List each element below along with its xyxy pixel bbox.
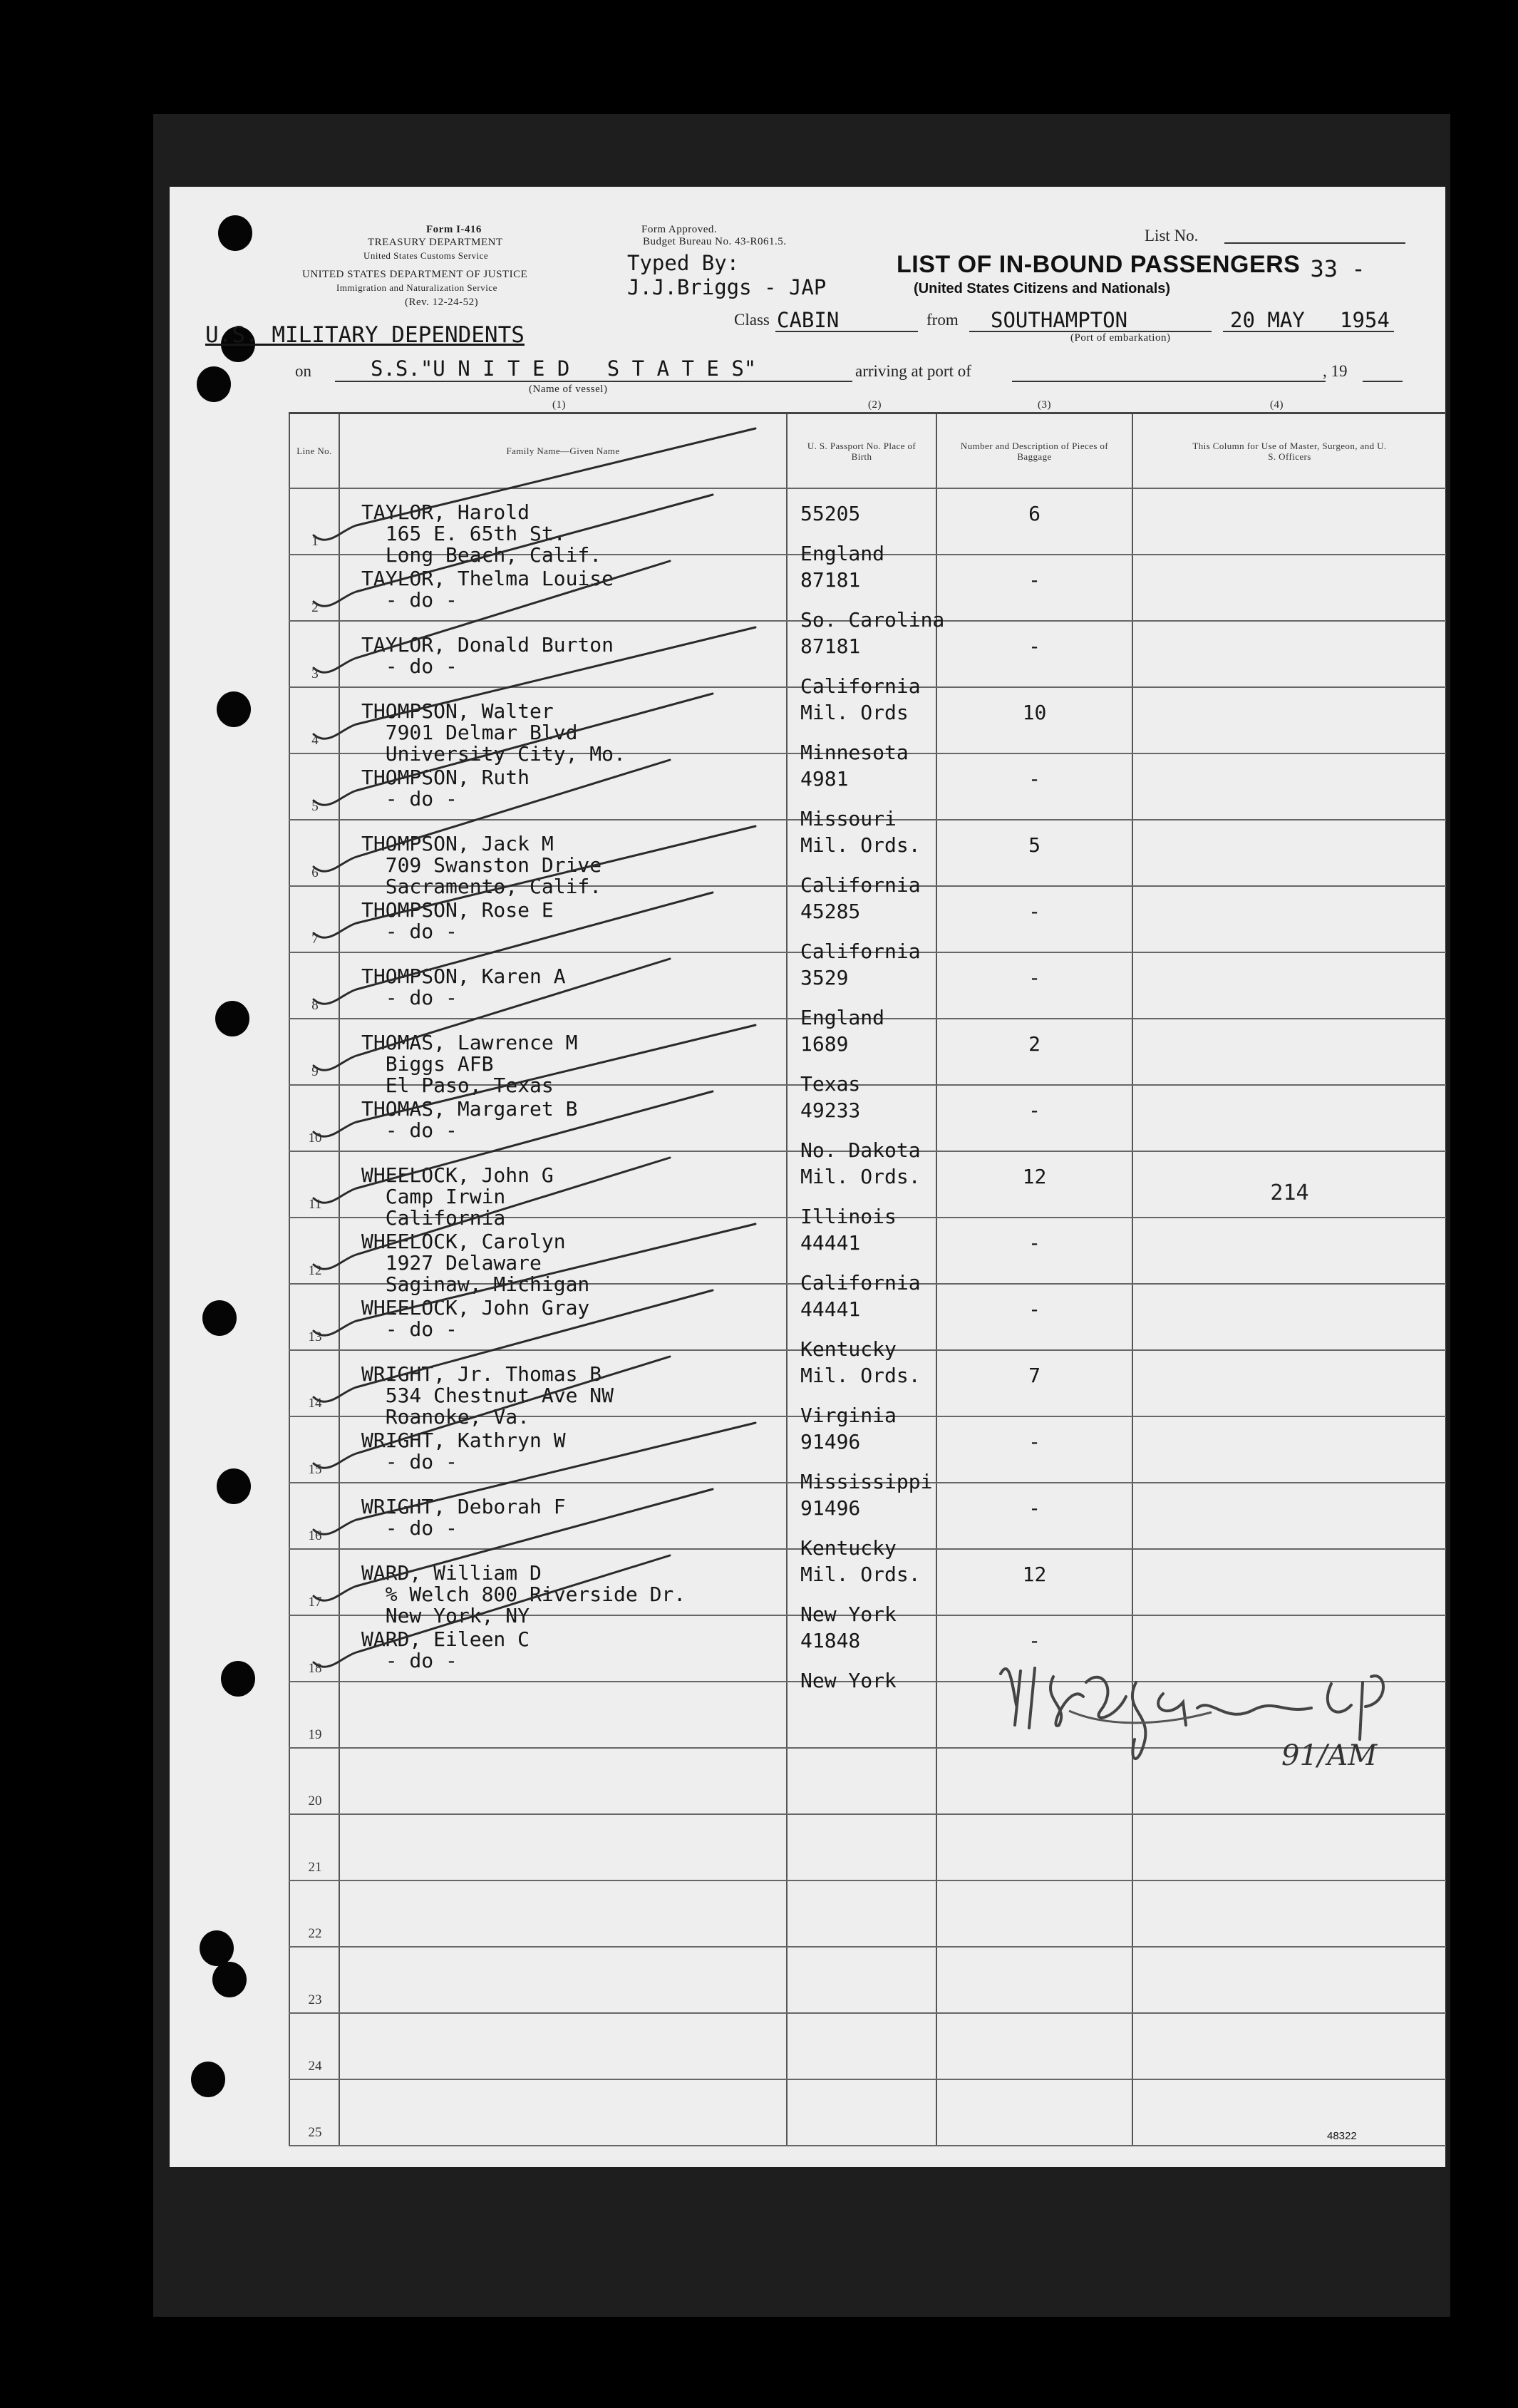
col-header-officers: This Column for Use of Master, Surgeon, and U. S. Officers [1132, 413, 1446, 489]
passenger-name: TAYLOR, Thelma Louise - do - [361, 567, 614, 612]
punch-hole [191, 2062, 225, 2097]
line-number: 14 [308, 1396, 322, 1411]
officer-cell [1132, 1019, 1446, 1085]
passport-number: 1689 [800, 1032, 849, 1056]
name-cell [339, 1218, 787, 1296]
line-number-cell [289, 1483, 339, 1549]
line-number-cell [289, 621, 339, 687]
passport-number: 91496 [800, 1430, 861, 1453]
baggage-count: - [1028, 1629, 1041, 1652]
birth-place: Virginia [800, 1404, 897, 1427]
line-number-cell [289, 886, 339, 952]
manifest-title: LIST OF IN-BOUND PASSENGERS [897, 251, 1301, 278]
punch-hole [197, 366, 231, 402]
passport-number: 45285 [800, 900, 861, 923]
name-cell [339, 753, 787, 820]
line-number-cell [289, 1947, 339, 2013]
line-number-cell [289, 753, 339, 820]
name-cell [339, 687, 787, 766]
line-number: 4 [311, 733, 319, 748]
typed-by-label: Typed By: [627, 251, 740, 275]
birth-place: So. Carolina [800, 608, 945, 632]
baggage-cell [936, 1748, 1132, 1814]
table-row [289, 1085, 1446, 1151]
baggage-count: 12 [1022, 1563, 1047, 1586]
baggage-count: - [1028, 568, 1041, 592]
name-cell [339, 1814, 787, 1880]
officer-cell [1132, 687, 1446, 753]
line-number: 23 [308, 1992, 322, 2007]
arrival-year: 1954 [1340, 308, 1390, 332]
punch-hole [200, 1930, 234, 1966]
line-number-cell [289, 1284, 339, 1350]
footer-number: 48322 [1327, 2130, 1357, 2142]
baggage-count: - [1028, 634, 1041, 658]
passenger-name: THOMAS, Lawrence M Biggs AFB El Paso, Texas [361, 1031, 578, 1097]
table-row [289, 1814, 1446, 1880]
name-cell [339, 1748, 787, 1814]
baggage-count: 6 [1028, 502, 1041, 525]
passenger-name: THOMPSON, Ruth - do - [361, 766, 530, 811]
birth-place: Illinois [800, 1205, 897, 1228]
name-cell [339, 2079, 787, 2146]
passenger-name: WRIGHT, Jr. Thomas B 534 Chestnut Ave NW Roanoke, Va. [361, 1362, 614, 1429]
officer-cell [1132, 1085, 1446, 1151]
col-header-line: Line No. [289, 413, 339, 489]
table-row [289, 1947, 1446, 2013]
justice-dept: UNITED STATES DEPARTMENT OF JUSTICE [302, 269, 528, 280]
officer-cell [1132, 1615, 1446, 1682]
line-number: 8 [311, 998, 319, 1013]
officer-cell [1132, 1880, 1446, 1947]
form-approved: Form Approved. [641, 224, 718, 235]
page-number: - 33 - [1283, 255, 1365, 282]
birth-place: Kentucky [800, 1536, 897, 1560]
line-number: 15 [308, 1462, 322, 1477]
punch-hole [217, 691, 251, 727]
baggage-cell [936, 1615, 1132, 1682]
officer-cell [1132, 1947, 1446, 2013]
name-cell [339, 555, 787, 621]
officer-cell [1132, 1350, 1446, 1416]
list-no-line [1224, 242, 1405, 244]
baggage-cell [936, 488, 1132, 555]
passport-cell [787, 2013, 936, 2079]
punch-hole [217, 1468, 251, 1504]
passenger-name: WHEELOCK, John Gray - do - [361, 1296, 590, 1341]
birth-place: California [800, 873, 921, 897]
name-cell [339, 886, 787, 952]
name-cell [339, 1483, 787, 1549]
name-cell [339, 1284, 787, 1350]
line-number-cell [289, 687, 339, 753]
birth-place: Mississippi [800, 1470, 933, 1493]
name-cell [339, 488, 787, 567]
punch-hole [221, 1661, 255, 1697]
name-cell [339, 820, 787, 898]
col-number-4: (4) [1270, 399, 1284, 411]
name-cell [339, 952, 787, 1019]
officer-cell [1132, 1416, 1446, 1483]
table-header [289, 413, 1446, 489]
passenger-name: WHEELOCK, John G Camp Irwin California [361, 1163, 554, 1230]
baggage-cell [936, 687, 1132, 753]
baggage-count: 7 [1028, 1364, 1041, 1387]
baggage-cell [936, 1019, 1132, 1085]
line-number-cell [289, 1880, 339, 1947]
line-number: 20 [308, 1794, 322, 1808]
baggage-cell [936, 1483, 1132, 1549]
line-number-cell [289, 1416, 339, 1483]
table-row [289, 2079, 1446, 2146]
officer-cell [1132, 820, 1446, 886]
baggage-cell [936, 1350, 1132, 1416]
passport-number: 91496 [800, 1496, 861, 1520]
passport-number: 49233 [800, 1098, 861, 1122]
birth-place: New York [800, 1602, 897, 1626]
name-cell [339, 1085, 787, 1151]
passenger-name: WRIGHT, Deborah F - do - [361, 1495, 566, 1540]
passport-number: 87181 [800, 568, 861, 592]
birth-place: Minnesota [800, 741, 909, 764]
punch-hole [202, 1300, 237, 1336]
line-number: 2 [311, 600, 319, 615]
time-stamp: 91/AM [1281, 1739, 1378, 1772]
line-number: 17 [308, 1595, 322, 1610]
passenger-name: THOMPSON, Jack M 709 Swanston Drive Sacramento, Calif. [361, 832, 602, 898]
line-number-cell [289, 1350, 339, 1416]
on-label: on [295, 362, 311, 380]
officer-cell [1132, 886, 1446, 952]
baggage-cell [936, 952, 1132, 1019]
col-number-2: (2) [868, 399, 882, 411]
name-cell [339, 621, 787, 687]
officer-cell [1132, 952, 1446, 1019]
birth-place: California [800, 940, 921, 963]
baggage-cell [936, 1284, 1132, 1350]
ins-service: Immigration and Naturalization Service [336, 282, 497, 293]
name-cell [339, 1416, 787, 1483]
line-number-cell [289, 2079, 339, 2146]
line-number-cell [289, 1748, 339, 1814]
passenger-name: THOMPSON, Walter 7901 Delmar Blvd University City, Mo. [361, 699, 626, 766]
officer-cell [1132, 1814, 1446, 1880]
line-number-cell [289, 1019, 339, 1085]
baggage-count: 2 [1028, 1032, 1041, 1056]
col-header-baggage: Number and Description of Pieces of Baggage [936, 413, 1132, 489]
punch-hole [215, 1001, 249, 1036]
baggage-count: - [1028, 1231, 1041, 1255]
passenger-name: WRIGHT, Kathryn W - do - [361, 1429, 566, 1473]
line-number-cell [289, 2013, 339, 2079]
line-number-cell [289, 1218, 339, 1284]
name-cell [339, 1880, 787, 1947]
line-number: 21 [308, 1860, 322, 1875]
line-number: 11 [308, 1197, 322, 1212]
baggage-cell [936, 1947, 1132, 2013]
baggage-cell [936, 753, 1132, 820]
officer-cell [1132, 1483, 1446, 1549]
birth-place: England [800, 542, 885, 565]
line-number: 25 [308, 2125, 322, 2140]
line-number-cell [289, 1615, 339, 1682]
baggage-count: 12 [1022, 1165, 1047, 1188]
baggage-cell [936, 1880, 1132, 1947]
line-number: 24 [308, 2059, 322, 2074]
officer-cell [1132, 2079, 1446, 2146]
baggage-count: - [1028, 1496, 1041, 1520]
arriving-line [1012, 381, 1326, 382]
line-number: 16 [308, 1528, 322, 1543]
passport-number: Mil. Ords. [800, 1165, 921, 1188]
officer-cell [1132, 488, 1446, 555]
officer-cell [1132, 1682, 1446, 1748]
baggage-cell [936, 1549, 1132, 1615]
baggage-cell [936, 1416, 1132, 1483]
line-number-cell [289, 1814, 339, 1880]
line-number-cell [289, 952, 339, 1019]
line-number-cell [289, 1085, 339, 1151]
baggage-count: - [1028, 900, 1041, 923]
passenger-name: THOMAS, Margaret B - do - [361, 1097, 578, 1142]
baggage-count: - [1028, 767, 1041, 791]
passport-cell [787, 1748, 936, 1814]
passport-number: 3529 [800, 966, 849, 989]
group-heading: U.S. MILITARY DEPENDENTS [205, 322, 525, 348]
from-value: SOUTHAMPTON [991, 308, 1128, 332]
baggage-count: - [1028, 1098, 1041, 1122]
birth-place: Texas [800, 1072, 861, 1096]
line-number: 10 [308, 1131, 322, 1146]
line-number-cell [289, 1151, 339, 1218]
passport-number: 55205 [800, 502, 861, 525]
officer-cell [1132, 621, 1446, 687]
vessel-caption: (Name of vessel) [529, 384, 608, 395]
baggage-count: - [1028, 1430, 1041, 1453]
baggage-cell [936, 555, 1132, 621]
baggage-cell [936, 1151, 1132, 1218]
table-row [289, 1748, 1446, 1814]
baggage-cell [936, 621, 1132, 687]
birth-place: California [800, 674, 921, 698]
name-cell [339, 1682, 787, 1748]
class-label: Class [734, 311, 770, 329]
birth-place: California [800, 1271, 921, 1295]
list-no-label: List No. [1145, 227, 1199, 245]
name-cell [339, 2013, 787, 2079]
baggage-cell [936, 2079, 1132, 2146]
baggage-count: 10 [1022, 701, 1047, 724]
vessel-name: S.S."U N I T E D S T A T E S" [371, 356, 757, 381]
line-number-cell [289, 488, 339, 555]
line-number: 5 [311, 799, 319, 814]
birth-place: Kentucky [800, 1337, 897, 1361]
punch-hole [212, 1962, 247, 1997]
budget-bureau: Budget Bureau No. 43-R061.5. [643, 236, 787, 247]
passport-number: 44441 [800, 1297, 861, 1321]
passenger-name: WARD, Eileen C - do - [361, 1627, 530, 1672]
line-number-cell [289, 820, 339, 886]
punch-hole [218, 215, 252, 251]
vessel-line [335, 381, 852, 382]
passport-number: Mil. Ords [800, 701, 909, 724]
officer-cell [1132, 1151, 1446, 1218]
passport-number: Mil. Ords. [800, 833, 921, 857]
from-label: from [926, 311, 959, 329]
birth-place: Missouri [800, 807, 897, 830]
year-suffix: , 19 [1323, 362, 1348, 380]
name-cell [339, 1019, 787, 1097]
line-number: 13 [308, 1329, 322, 1344]
baggage-cell [936, 1218, 1132, 1284]
name-cell [339, 1350, 787, 1429]
line-number: 18 [308, 1661, 322, 1676]
name-cell [339, 1947, 787, 2013]
passport-number: Mil. Ords. [800, 1364, 921, 1387]
birth-place: New York [800, 1669, 897, 1692]
baggage-cell [936, 2013, 1132, 2079]
officer-cell [1132, 1549, 1446, 1615]
baggage-cell [936, 1085, 1132, 1151]
baggage-count: 5 [1028, 833, 1041, 857]
table-row [289, 2013, 1446, 2079]
line-number: 9 [311, 1064, 319, 1079]
passport-number: 41848 [800, 1629, 861, 1652]
birth-place: England [800, 1006, 885, 1029]
line-number: 7 [311, 932, 319, 947]
passenger-name: THOMPSON, Rose E - do - [361, 898, 554, 943]
line-number: 3 [311, 667, 319, 681]
baggage-cell [936, 1682, 1132, 1748]
baggage-cell [936, 886, 1132, 952]
passenger-name: WARD, William D % Welch 800 Riverside Dr. New York, NY [361, 1561, 686, 1627]
birth-place: No. Dakota [800, 1138, 921, 1162]
form-number: Form I-416 [426, 224, 482, 235]
typed-by: J.J.Briggs - JAP [627, 275, 827, 299]
customs-service: United States Customs Service [363, 250, 489, 261]
line-number: 19 [308, 1727, 322, 1742]
passport-number: 4981 [800, 767, 849, 791]
passenger-name: WHEELOCK, Carolyn 1927 Delaware Saginaw, Michigan [361, 1230, 590, 1296]
name-cell [339, 1151, 787, 1230]
baggage-cell [936, 1814, 1132, 1880]
officer-cell [1132, 753, 1446, 820]
officer-cell [1132, 1284, 1446, 1350]
officer-note: 214 [1270, 1180, 1309, 1205]
officer-cell [1132, 555, 1446, 621]
name-cell [339, 1615, 787, 1682]
col-number-3: (3) [1038, 399, 1051, 411]
passenger-name: TAYLOR, Donald Burton - do - [361, 633, 614, 678]
manifest-subtitle: (United States Citizens and Nationals) [914, 281, 1171, 297]
passenger-name: TAYLOR, Harold 165 E. 65th St. Long Beach, Calif. [361, 500, 602, 567]
date-line [1223, 331, 1394, 332]
arriving-label: arriving at port of [855, 362, 971, 380]
line-number: 1 [311, 534, 319, 549]
class-line [775, 331, 918, 332]
table-row [289, 488, 1446, 555]
line-number: 22 [308, 1926, 322, 1941]
line-number-cell [289, 1549, 339, 1615]
baggage-cell [936, 820, 1132, 886]
col-number-1: (1) [552, 399, 566, 411]
passport-cell [787, 1947, 936, 2013]
treasury-dept: TREASURY DEPARTMENT [368, 237, 503, 248]
passenger-name: THOMPSON, Karen A - do - [361, 964, 566, 1009]
officer-cell [1132, 1218, 1446, 1284]
passport-cell [787, 1814, 936, 1880]
officer-cell [1132, 2013, 1446, 2079]
table-row [289, 1880, 1446, 1947]
line-number-cell [289, 555, 339, 621]
year-line [1363, 381, 1403, 382]
col-header-name: Family Name—Given Name [339, 413, 787, 489]
baggage-count: - [1028, 966, 1041, 989]
baggage-count: - [1028, 1297, 1041, 1321]
port-caption: (Port of embarkation) [1070, 332, 1171, 344]
class-value: CABIN [777, 308, 840, 332]
passport-cell [787, 488, 936, 565]
passport-cell [787, 2079, 936, 2146]
passport-number: 87181 [800, 634, 861, 658]
passenger-table [289, 412, 1446, 2146]
arrival-date: 20 MAY [1230, 308, 1305, 332]
name-cell [339, 1549, 787, 1627]
line-number-cell [289, 1682, 339, 1748]
passport-cell [787, 1880, 936, 1947]
passport-number: Mil. Ords. [800, 1563, 921, 1586]
line-number: 12 [308, 1263, 322, 1278]
line-number: 6 [311, 865, 319, 880]
form-revision: (Rev. 12-24-52) [405, 297, 479, 308]
passport-number: 44441 [800, 1231, 861, 1255]
col-header-passport: U. S. Passport No. Place of Birth [787, 413, 936, 489]
